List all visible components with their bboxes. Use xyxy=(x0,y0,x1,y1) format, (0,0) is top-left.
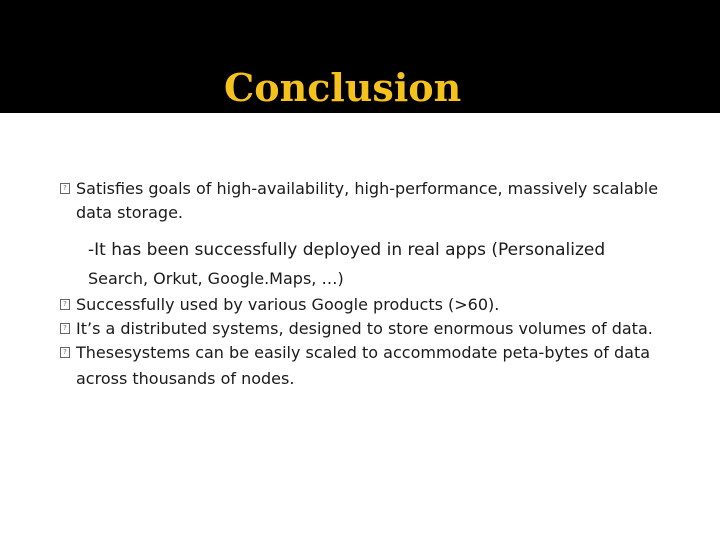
bullet-icon: ? xyxy=(60,183,70,194)
paragraph-2-line-2: Search, Orkut, Google.Maps, …) xyxy=(88,269,344,288)
paragraph-2-line-1: -It has been successfully deployed in real apps (Personalized xyxy=(88,240,606,260)
paragraph-4-line-1: It’s a distributed systems, designed to store enormous volumes of data. xyxy=(76,319,653,338)
paragraph-3-line-1: Successfully used by various Google products (>60). xyxy=(76,295,500,314)
slide-title: Conclusion xyxy=(224,65,462,110)
paragraph-5-line-2: across thousands of nodes. xyxy=(76,369,295,388)
paragraph-5-line-1: Thesesystems can be easily scaled to accommodate peta-bytes of data xyxy=(76,343,651,362)
bullet-icon: ? xyxy=(60,347,70,358)
bullet-icon: ? xyxy=(60,299,70,310)
paragraph-1-line-2: data storage. xyxy=(76,203,183,222)
bullet-icon: ? xyxy=(60,323,70,334)
paragraph-1-line-1: Satisfies goals of high-availability, high-performance, massively scalable xyxy=(76,179,659,198)
